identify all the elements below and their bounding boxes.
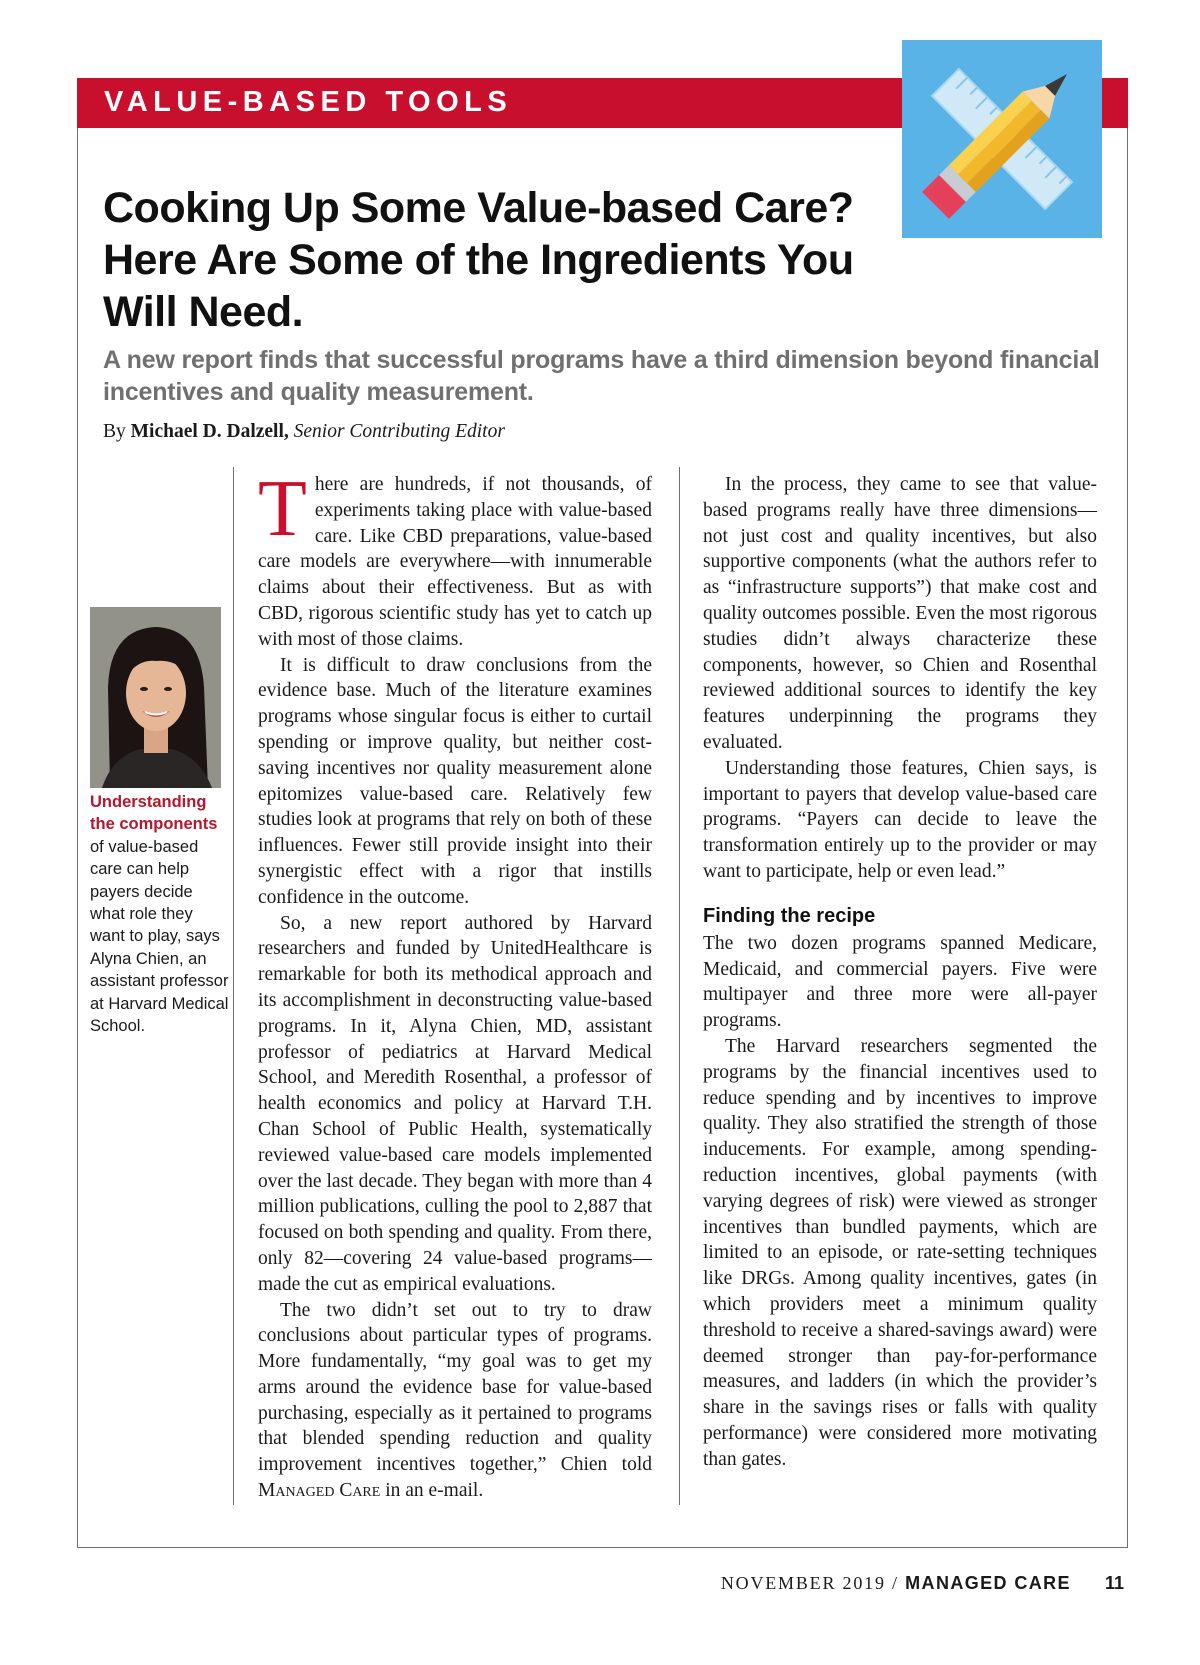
body-paragraph: The Harvard researchers segmented the programs by the financial incentives used to reduce spending and by incentives to improve quality. They also stratified the strength of those inducements. For example, among spending-reduction incentives, global payments (with varying degrees of risk) were viewed as stronger incentives than bundled payments, which are limited to an episode, or rate-setting techniques like DRGs. Among quality incentives, gates (in which providers meet a minimum quality threshold to receive a shared-savings award) were deemed stronger than pay-for-performance measures, and ladders (in which the provider’s share in the savings rises or falls with quality performance) were considered more motivating than gates. <box>703 1035 1097 1470</box>
byline <box>103 421 505 443</box>
caption-lead: Understanding the components <box>90 793 218 834</box>
body-paragraph: Understanding those features, Chien says, is important to payers that develop value-based care programs. “Payers can decide to leave the transformation entirely up to the provider or may want to participate, help or even lead.” <box>703 757 1097 882</box>
page-footer <box>721 1573 1124 1594</box>
body-paragraph: So, a new report authored by Harvard researchers and funded by UnitedHealthcare is remarkable for both its methodical approach and its accomplishment in deconstructing value-based programs. In it, Alyna Chien, MD, assistant professor of pediatrics at Harvard Medical School, and Meredith Rosenthal, a professor of health economics and policy at Harvard T.H. Chan School of Public Health, systematically reviewed value-based care models implemented over the last decade. They began with more than 4 million publications, culling the pool to 2,887 that focused on both spending and quality. From there, only 82—covering 24 value-based programs—made the cut as empirical evaluations. <box>258 912 652 1295</box>
article-headline: Cooking Up Some Value-based Care? Here Are Some of the Ingredients You Will Need. <box>103 184 854 336</box>
publication-name: Managed Care <box>258 1480 381 1502</box>
byline-prefix: By <box>103 421 131 442</box>
publication-title: MANAGED CARE <box>905 1573 1071 1593</box>
body-paragraph <box>258 465 652 653</box>
article-column-1 <box>258 465 652 1504</box>
section-subhead: Finding the recipe <box>703 904 876 927</box>
issue-date: NOVEMBER 2019 / <box>720 1573 906 1593</box>
byline-author: Michael D. Dalzell, <box>130 421 289 442</box>
column-divider <box>233 467 234 1505</box>
caption-text: of value-based care can help payers decide what role they want to play, says Alyna Chien, an assistant professor at Harvard Medical School. <box>90 837 229 1036</box>
section-label: VALUE-BASED TOOLS <box>104 86 513 118</box>
photo-caption <box>90 791 230 1037</box>
portrait-photo <box>90 607 221 788</box>
pencil-and-ruler-icon <box>902 40 1102 238</box>
body-paragraph <box>258 1298 652 1504</box>
column-divider <box>679 467 680 1505</box>
article-deck: A new report finds that successful programs have a third dimension beyond financial incentives and quality measurement. <box>103 346 1100 406</box>
byline-role: Senior Contributing Editor <box>288 421 505 442</box>
paragraph-text: here are hundreds, if not thousands, of experiments taking place with value-based care. Like CBD preparations, value-based care models are everywhere—with innumerable claims about their effectiveness. But as with CBD, rigorous scientific study has yet to catch up with most of those claims. <box>258 474 652 650</box>
body-paragraph: The two dozen programs spanned Medicare, Medicaid, and commercial payers. Five were multipayer and three more were all-payer programs. <box>703 932 1097 1032</box>
body-paragraph: In the process, they came to see that value-based programs really have three dimensions—not just cost and quality incentives, but also supportive components (what the authors refer to as “infrastructure supports”) that make cost and quality outcomes possible. Even the most rigorous studies didn’t always characterize these components, however, so Chien and Rosenthal reviewed additional sources to identify the key features underpinning the programs they evaluated. <box>703 474 1097 753</box>
paragraph-text: in an e-mail. <box>380 1480 484 1502</box>
article-column-2 <box>703 472 1097 1472</box>
drop-cap: T <box>258 465 307 553</box>
body-paragraph: It is difficult to draw conclusions from the evidence base. Much of the literature examines programs whose singular focus is either to curtail spending or improve quality, but neither cost-saving incentives nor quality measurement alone epitomizes value-based care. Relatively few studies look at programs that rely on both of these influences. Fewer still provide insight into their synergistic effect with a rigor that instills confidence in the outcome. <box>258 654 652 908</box>
paragraph-text: The two didn’t set out to try to draw conclusions about particular types of programs. More fundamentally, “my goal was to get my arms around the evidence base for value-based purchasing, especially as it pertained to programs that blended spending reduction and quality improvement incentives together,” Chien told <box>258 1299 652 1476</box>
page-number: 11 <box>1104 1573 1124 1593</box>
